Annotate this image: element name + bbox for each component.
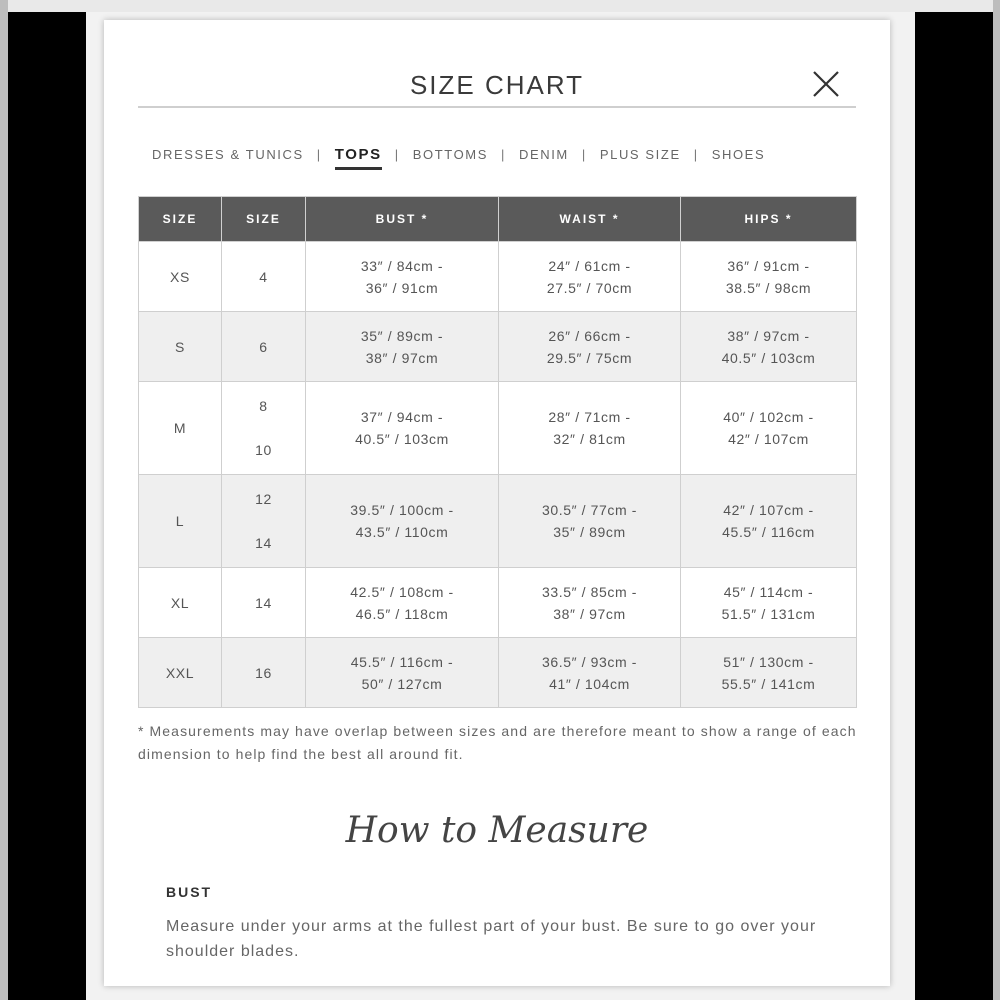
table-row (139, 475, 857, 568)
table-row (139, 382, 857, 475)
tab-shoes[interactable]: SHOES (711, 146, 766, 162)
size-label-cell: L (139, 475, 222, 568)
table-row (139, 242, 857, 312)
hips-cell (681, 475, 857, 568)
waist-range-line: 30.5″ / 77cm - (541, 502, 638, 518)
size-number: 6 (259, 338, 268, 355)
waist-range-line: 24″ / 61cm - (548, 257, 631, 274)
size-label-cell: XL (139, 568, 222, 638)
waist-range-line: 29.5″ / 75cm (546, 349, 633, 366)
waist-range-line: 28″ / 71cm - (548, 409, 631, 425)
size-number: 14 (255, 594, 272, 611)
table-row (139, 638, 857, 708)
tab-separator: | (394, 146, 400, 162)
waist-cell (499, 312, 681, 382)
tab-bottoms[interactable]: BOTTOMS (412, 146, 488, 162)
how-to-measure-heading: How to Measure (345, 810, 649, 851)
bust-cell (306, 638, 499, 708)
hips-cell (681, 382, 857, 475)
waist-range-line: 36.5″ / 93cm - (541, 653, 638, 670)
bust-heading: BUST (166, 884, 213, 900)
hips-range-line: 38.5″ / 98cm (725, 279, 812, 296)
bust-cell (306, 475, 499, 568)
waist-range-line: 26″ / 66cm - (548, 327, 631, 344)
bust-cell (306, 568, 499, 638)
waist-range-line: 35″ / 89cm (553, 524, 626, 540)
right-black-border (915, 12, 993, 1000)
size-label-cell: M (139, 382, 222, 475)
category-tabs (152, 142, 852, 166)
measurement-note: * Measurements may have overlap between sizes and are therefore meant to show a range of each dimension to help find the best all around fit. (138, 723, 857, 762)
bust-range-line: 36″ / 91cm (365, 279, 439, 296)
size-chart-modal (104, 20, 890, 986)
size-number: 8 (259, 398, 268, 414)
tab-dresses-tunics[interactable]: DRESSES & TUNICS (152, 146, 304, 162)
top-frame-strip (0, 0, 1000, 12)
right-frame-strip (993, 0, 1000, 1000)
tab-separator: | (500, 146, 506, 162)
waist-range-line: 38″ / 97cm (553, 605, 626, 622)
tab-separator: | (581, 146, 587, 162)
title-divider (138, 106, 856, 108)
size-number-cell (222, 242, 306, 312)
bust-range-line: 35″ / 89cm - (360, 327, 444, 344)
left-frame-strip (0, 0, 8, 1000)
hips-range-line: 42″ / 107cm - (723, 502, 814, 518)
hips-range-line: 45″ / 114cm - (723, 583, 814, 600)
hips-range-line: 51.5″ / 131cm (721, 605, 816, 622)
size-number: 16 (255, 664, 272, 681)
size-label-cell: XXL (139, 638, 222, 708)
size-number: 12 (255, 491, 272, 507)
bust-range-line: 37″ / 94cm - (360, 409, 444, 425)
size-number: 14 (255, 535, 272, 551)
hips-cell (681, 638, 857, 708)
tab-separator: | (693, 146, 699, 162)
table-row (139, 312, 857, 382)
hips-cell (681, 568, 857, 638)
waist-cell (499, 638, 681, 708)
size-number: 10 (255, 442, 272, 458)
bust-range-line: 38″ / 97cm (365, 349, 439, 366)
size-label-cell: XS (139, 242, 222, 312)
hips-cell (681, 242, 857, 312)
waist-range-line: 33.5″ / 85cm - (541, 583, 638, 600)
size-number-cell (222, 312, 306, 382)
column-header-hips: HIPS * (681, 197, 857, 242)
waist-cell (499, 242, 681, 312)
column-header-size-number: SIZE (222, 197, 306, 242)
column-header-size: SIZE (139, 197, 222, 242)
modal-title: SIZE CHART (409, 70, 585, 100)
hips-range-line: 51″ / 130cm - (723, 653, 814, 670)
waist-range-line: 41″ / 104cm (549, 675, 630, 692)
hips-range-line: 36″ / 91cm - (727, 257, 810, 274)
bust-cell (306, 312, 499, 382)
hips-range-line: 42″ / 107cm (728, 431, 809, 447)
bust-range-line: 39.5″ / 100cm - (350, 502, 454, 518)
bust-range-line: 43.5″ / 110cm (355, 524, 449, 540)
column-header-waist: WAIST * (499, 197, 681, 242)
hips-range-line: 38″ / 97cm - (727, 327, 810, 344)
close-icon[interactable] (810, 68, 842, 100)
size-table (138, 196, 857, 708)
tab-tops[interactable]: TOPS (334, 145, 382, 163)
size-number-cell (222, 568, 306, 638)
bust-range-line: 46.5″ / 118cm (355, 605, 449, 622)
bust-instructions: Measure under your arms at the fullest part of your bust. Be sure to go over your shoulder blades. (166, 918, 817, 960)
tab-separator: | (316, 146, 322, 162)
hips-range-line: 55.5″ / 141cm (721, 675, 816, 692)
hips-range-line: 40″ / 102cm - (723, 409, 814, 425)
bust-range-line: 40.5″ / 103cm (355, 431, 449, 447)
waist-range-line: 32″ / 81cm (553, 431, 626, 447)
bust-cell (306, 242, 499, 312)
bust-range-line: 33″ / 84cm - (360, 257, 444, 274)
table-header-row (139, 197, 857, 242)
hips-range-line: 40.5″ / 103cm (721, 349, 816, 366)
bust-range-line: 45.5″ / 116cm - (350, 653, 454, 670)
size-number-cell (222, 382, 306, 475)
size-number-cell (222, 475, 306, 568)
size-label-cell: S (139, 312, 222, 382)
left-black-border (8, 12, 86, 1000)
size-number-cell (222, 638, 306, 708)
waist-range-line: 27.5″ / 70cm (546, 279, 633, 296)
bust-range-line: 50″ / 127cm (361, 675, 443, 692)
waist-cell (499, 382, 681, 475)
size-number: 4 (259, 268, 268, 285)
bust-range-line: 42.5″ / 108cm - (350, 583, 454, 600)
waist-cell (499, 568, 681, 638)
table-row (139, 568, 857, 638)
bust-cell (306, 382, 499, 475)
hips-cell (681, 312, 857, 382)
waist-cell (499, 475, 681, 568)
tab-plus-size[interactable]: PLUS SIZE (599, 146, 681, 162)
hips-range-line: 45.5″ / 116cm (722, 524, 815, 540)
column-header-bust: BUST * (306, 197, 499, 242)
tab-denim[interactable]: DENIM (518, 146, 569, 162)
